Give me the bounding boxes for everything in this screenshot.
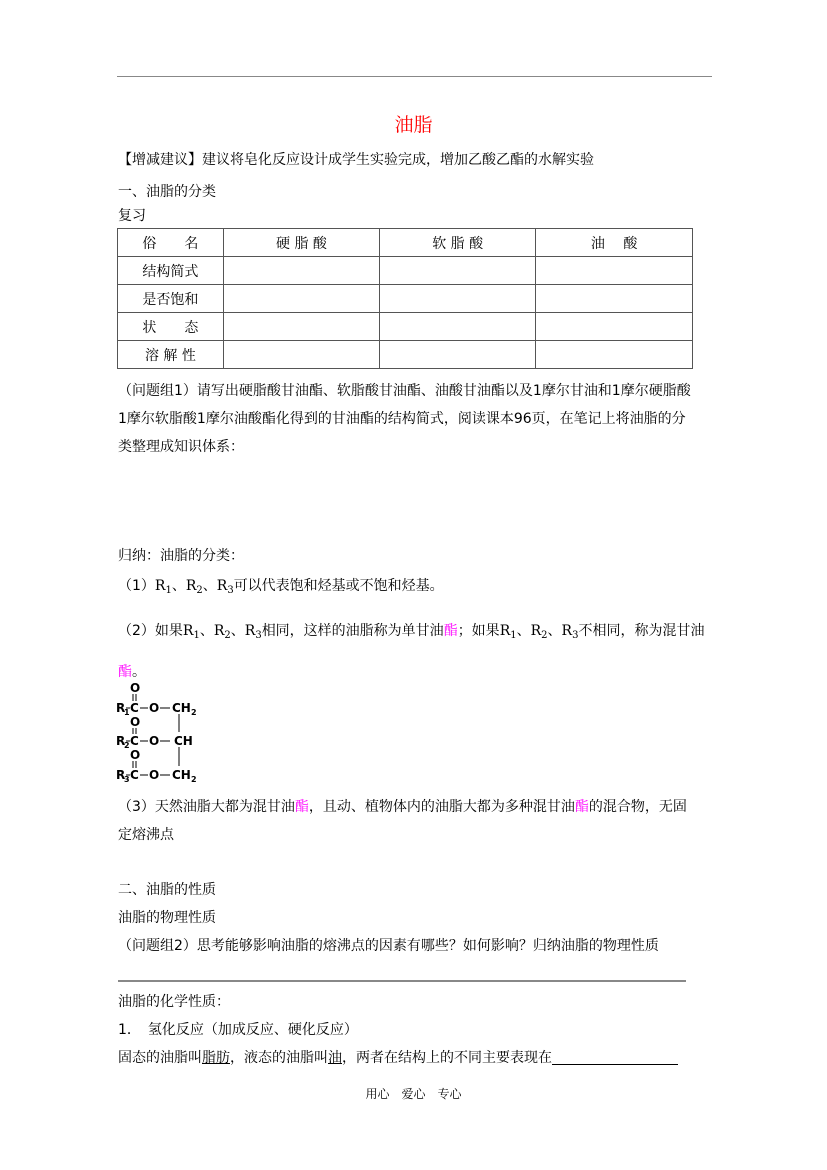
hydrogenation-item: 1． 氢化反应（加成反应、硬化反应）: [118, 1022, 358, 1038]
structure-row-2: [116, 715, 193, 750]
table-header-cell: 硬 脂 酸: [223, 229, 379, 257]
table-cell[interactable]: [223, 257, 379, 285]
carbonyl-o: O: [130, 682, 141, 695]
summary-heading: 归纳：油脂的分类：: [118, 548, 244, 564]
summary-item1: $(1)R_1$、$R_2$、$R_3$可以代表饱和烃基或不饱和烃基。: [118, 578, 444, 596]
summary-item2-cont: 酯。: [118, 664, 146, 680]
svg-text:C: C: [130, 701, 139, 715]
svg-text:2: 2: [191, 708, 197, 717]
table-cell[interactable]: [223, 341, 379, 369]
question1-line1: （问题组1）请写出硬脂酸甘油酯、软脂酸甘油酯、油酸甘油酯以及1摩尔甘油和1摩尔硬脂酸: [118, 383, 691, 399]
table-row: [118, 341, 693, 369]
svg-text:2: 2: [124, 741, 130, 750]
triglyceride-structure: [116, 682, 216, 786]
svg-text:O: O: [149, 768, 160, 782]
chemical-heading: 油脂的化学性质：: [118, 994, 230, 1010]
table-cell[interactable]: [380, 257, 536, 285]
table-row: [118, 285, 693, 313]
table-row: [118, 313, 693, 341]
r-group: R: [116, 701, 126, 715]
carbonyl-o: O: [130, 715, 141, 729]
page-title: 油脂: [394, 114, 433, 136]
svg-text:O: O: [149, 701, 160, 715]
summary-item3-cont: 定熔沸点: [118, 827, 174, 843]
svg-text:C: C: [130, 768, 139, 782]
carbonyl-o: O: [130, 748, 141, 762]
suggestion-text: 【增减建议】建议将皂化反应设计成学生实验完成，增加乙酸乙酯的水解实验: [118, 152, 594, 168]
table-cell[interactable]: [536, 341, 693, 369]
svg-text:1: 1: [124, 708, 130, 717]
header-rule: [117, 76, 712, 77]
svg-text:R: R: [116, 768, 126, 782]
page-footer: 用心 爱心 专心: [365, 1087, 462, 1101]
table-cell[interactable]: [380, 341, 536, 369]
highlight-ester: 酯: [574, 799, 589, 815]
row-label: 是否饱和: [118, 285, 224, 313]
table-header-row: [118, 229, 693, 257]
table-header-cell: 软 脂 酸: [380, 229, 536, 257]
question1-line3: 类整理成知识体系：: [118, 439, 244, 455]
r2-label: $R_2$: [185, 578, 203, 596]
review-table: [117, 228, 693, 369]
row-label: 溶 解 性: [118, 341, 224, 369]
row-label: 结构简式: [118, 257, 224, 285]
question1-line2: 1摩尔软脂酸1摩尔油酸酯化得到的甘油酯的结构简式，阅读课本96页，在笔记上将油脂的分: [118, 411, 686, 427]
table-row: [118, 257, 693, 285]
svg-text:2: 2: [191, 775, 197, 784]
summary-item3: （3）天然油脂大都为混甘油酯，且动、植物体内的油脂大都为多种混甘油酯的混合物，无固: [118, 799, 687, 815]
structure-row-3: [116, 748, 197, 784]
solid-liquid-text: 固态的油脂叫脂肪，液态的油脂叫油，两者在结构上的不同主要表现在: [118, 1048, 678, 1068]
section2-heading: 二、油脂的性质: [118, 882, 216, 898]
highlight-ester: 酯: [294, 799, 309, 815]
svg-text:CH: CH: [172, 768, 191, 782]
row-label: 状 态: [118, 313, 224, 341]
table-header-cell: 俗 名: [118, 229, 224, 257]
oil-term: 油: [328, 1050, 342, 1066]
physical-heading: 油脂的物理性质: [118, 910, 216, 926]
summary-item2: （2）如果$R_1$、$R_2$、$R_3$相同，这样的油脂称为单甘油酯；如果$R_1$、$R_2$、$R_3$不相同，称为混甘油: [118, 623, 705, 641]
svg-text:C: C: [130, 734, 139, 748]
svg-text:O: O: [149, 734, 160, 748]
svg-text:CH: CH: [172, 701, 191, 715]
answer-line[interactable]: [118, 980, 686, 982]
section1-heading: 一、油脂的分类: [118, 184, 216, 200]
highlight-ester: 酯: [118, 664, 132, 680]
structure-row-1: [116, 682, 197, 717]
table-cell[interactable]: [536, 257, 693, 285]
svg-text:R: R: [116, 734, 126, 748]
svg-text:3: 3: [124, 775, 130, 784]
svg-text:CH: CH: [174, 734, 193, 748]
table-cell[interactable]: [380, 285, 536, 313]
table-cell[interactable]: [536, 285, 693, 313]
table-header-cell: 油 酸: [536, 229, 693, 257]
r1-label: $R_1$: [154, 578, 172, 596]
question2-text: （问题组2）思考能够影响油脂的熔沸点的因素有哪些？如何影响？归纳油脂的物理性质: [118, 938, 659, 954]
review-label: 复习: [118, 208, 146, 224]
fat-term: 脂肪: [202, 1050, 230, 1066]
table-cell[interactable]: [223, 285, 379, 313]
highlight-ester: 酯: [443, 623, 458, 639]
table-cell[interactable]: [536, 313, 693, 341]
answer-blank[interactable]: [552, 1048, 678, 1065]
r3-label: $R_3$: [216, 578, 234, 596]
table-cell[interactable]: [223, 313, 379, 341]
table-cell[interactable]: [380, 313, 536, 341]
item-number: （1）: [118, 578, 155, 594]
